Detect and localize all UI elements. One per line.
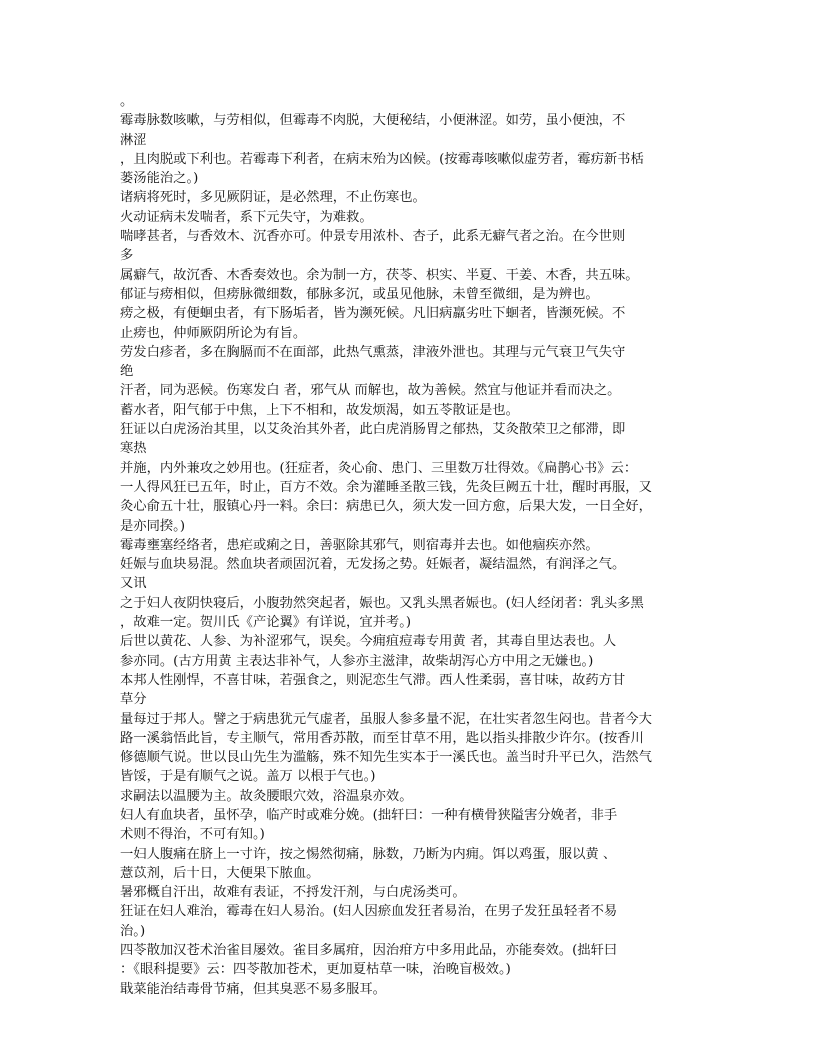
text-line: 劳发白疹者，多在胸膈而不在面部，此热气熏蒸，津液外泄也。其理与元气衰卫气失守: [120, 344, 626, 360]
text-line: 多: [120, 248, 134, 264]
text-line: 蒌汤能治之。): [120, 171, 199, 187]
text-line: 参亦同。(古方用黄 主表达非补气，人参亦主滋津，故柴胡泻心方中用之无嫌也。): [120, 653, 594, 669]
text-line: 淋涩: [120, 132, 147, 148]
text-line: 火动证病未发喘者，系下元失守，为难救。: [120, 209, 373, 225]
text-line: 修德顺气说。世以艮山先生为滥觞，殊不知先生实本于一溪氏也。盖当时升平已久，浩然气: [120, 750, 652, 766]
text-line: 郁证与痨相似，但痨脉微细数，郁脉多沉，或虽见他脉，未曾至微细，是为辨也。: [120, 286, 599, 302]
text-line: 蓄水者，阳气郁于中焦，上下不相和，故发烦渴，如五苓散证是也。: [120, 402, 519, 418]
text-line: 狂证在妇人难治，霉毒在妇人易治。(妇人因瘀血发狂者易治，在男子发狂虽轻者不易: [120, 904, 618, 920]
text-line: 灸心俞五十壮，服镇心丹一料。余曰：病患已久，须大发一回方愈，后果大发，一日全好，: [120, 499, 652, 515]
text-line: 。: [120, 94, 134, 109]
text-line: 霉毒壅塞经络者，患疟或痢之日，善驱除其邪气，则宿毒并去也。如他痼疾亦然。: [120, 537, 599, 553]
text-line: 痨之极，有便蛔虫者，有下肠垢者，皆为濒死候。凡旧病羸劣吐下蛔者，皆濒死候。不: [120, 306, 626, 322]
text-line: 妊娠与血块易混。然血块者顽固沉着，无发扬之势。妊娠者，凝结温然，有润泽之气。: [120, 557, 626, 573]
text-line: 草分: [120, 692, 147, 708]
text-line: 暑邪概自汗出，故难有表证，不捋发汗剂，与白虎汤类可。: [120, 885, 466, 901]
text-line: 诸病将死时，多见厥阴证，是必然理，不止伤寒也。: [120, 190, 426, 206]
text-line: 皆馁，于是有顺气之说。盖万 以根于气也。): [120, 769, 376, 785]
text-line: 求嗣法以温腰为主。故灸腰眼穴效，浴温泉亦效。: [120, 788, 413, 804]
text-line: 狂证以白虎汤治其里，以艾灸治其外者，此白虎消肠胃之郁热，艾灸散荣卫之郁滞，即: [120, 422, 626, 438]
text-line: 路一溪翁悟此旨，专主顺气，常用香苏散，而至甘草不用，匙以指头排散少许尔。(按香川: [120, 730, 644, 746]
text-line: ：《眼科提要》云：四苓散加苍术，更加夏枯草一味，治晚盲极效。): [120, 962, 511, 978]
text-line: 止痨也，仲师厥阴所论为有旨。: [120, 325, 307, 341]
text-line: 并施，内外兼攻之妙用也。(狂症者，灸心俞、患门、三里数万壮得效。《扁鹊心书》云：: [120, 460, 638, 476]
text-line: 戢菜能治结毒骨节痛，但其臭恶不易多服耳。: [120, 981, 386, 997]
text-line: 绝: [120, 364, 134, 380]
text-line: 本邦人性刚悍，不喜甘味，若强食之，则泥恋生气滞。西人性柔弱，喜甘味，故药方甘: [120, 672, 626, 688]
document-page: [120, 92, 690, 999]
text-line: 妇人有血块者，虽怀孕，临产时或难分娩。(拙轩曰：一种有横骨狭隘害分娩者，非手: [120, 807, 618, 823]
text-line: 之于妇人夜阴快寝后，小腹勃然突起者，娠也。又乳头黑者娠也。(妇人经闭者：乳头多黑: [120, 595, 644, 611]
text-line: 术则不得治，不可有知。): [120, 827, 265, 843]
text-line: 薏苡剂，后十日，大便果下脓血。: [120, 865, 320, 881]
text-line: 一人得风狂已五年，时止，百方不效。余为灌睡圣散三钱，先灸巨阙五十壮，醒时再服，又: [120, 479, 652, 495]
text-line: ，且肉脱或下利也。若霉毒下利者，在病末殆为凶候。(按霉毒咳嗽似虚劳者，霉疠新书栝: [120, 151, 644, 167]
text-line: 治。): [120, 923, 146, 939]
text-line: 后世以黄花、人参、为补涩邪气，误矣。今痈疽痘毒专用黄 者，其毒自里达表也。人: [120, 634, 617, 650]
text-line: 一妇人腹痛在脐上一寸许，按之惕然彻痛，脉数，乃断为内痈。饵以鸡蛋，服以黄 、: [120, 846, 617, 862]
text-line: 又讯: [120, 576, 147, 592]
text-line: 霉毒脉数咳嗽，与劳相似，但霉毒不肉脱，大便秘结，小便淋涩。如劳，虽小便浊，不: [120, 113, 626, 129]
text-line: 属癖气，故沉香、木香奏效也。余为制一方，茯苓、枳实、半夏、干姜、木香，共五味。: [120, 267, 639, 283]
text-line: 四苓散加汉苍术治雀目屡效。雀目多属疳，因治疳方中多用此品，亦能奏效。(拙轩曰: [120, 943, 618, 959]
text-line: 是亦同揆。): [120, 518, 186, 534]
text-line: 汗者，同为恶候。伤寒发白 者，邪气从 而解也，故为善候。然宜与他证并看而决之。: [120, 383, 621, 399]
text-line: 喘哮甚者，与香效木、沉香亦可。仲景专用浓朴、杏子，此系无癖气者之治。在今世则: [120, 229, 626, 245]
text-line: 量每过于邦人。譬之于病患犹元气虚者，虽服人参多量不泥，在壮实者忽生闷也。昔者今大: [120, 711, 652, 727]
text-line: 寒热: [120, 441, 147, 457]
text-line: ，故难一定。贺川氏《产论翼》有详说，宜并考。): [120, 615, 412, 631]
